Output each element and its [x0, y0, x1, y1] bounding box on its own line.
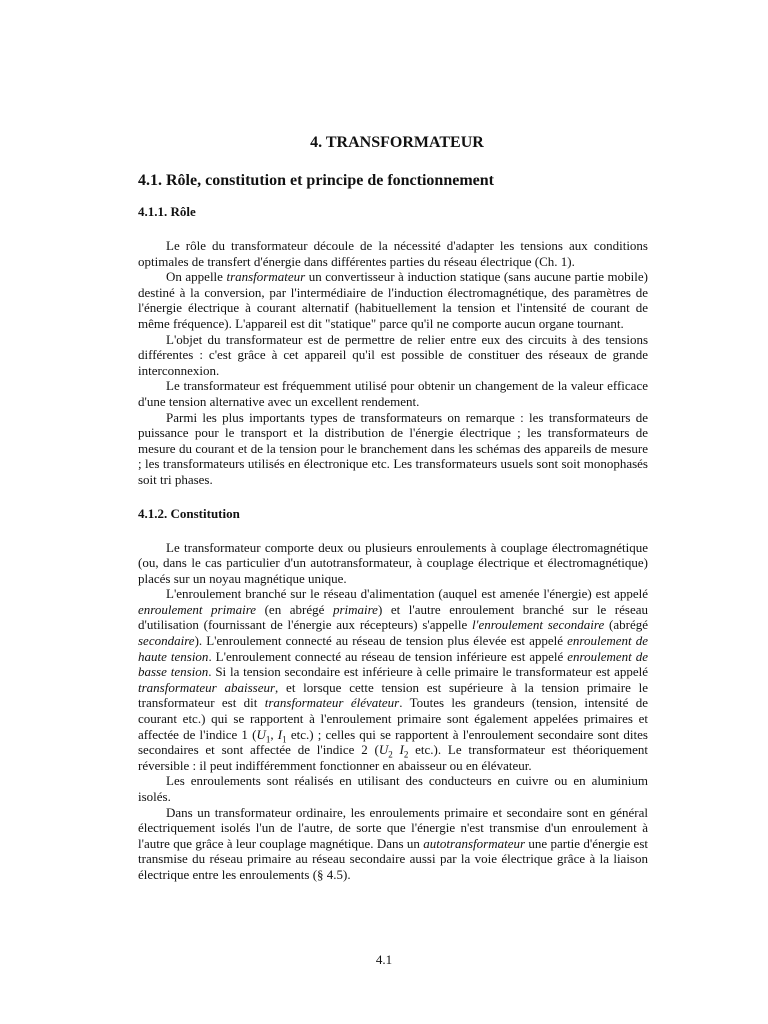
subscript: 1 [265, 734, 271, 745]
text-run: ) et l'autre enroulement branché sur le réseau d'utilisation (fournissant de l'énergie aux récepteurs) s'appelle [138, 601, 648, 633]
emphasis: enroulement de haute tension [138, 633, 648, 664]
subsection-title-constitution: 4.1.2. Constitution [138, 505, 240, 521]
text-run: (abrégé [604, 617, 649, 633]
page-content [138, 134, 648, 883]
text-run: . L'enroulement connecté au réseau de tension inférieure est appelé [208, 648, 568, 664]
subscript: 2 [403, 749, 409, 760]
text-run: une partie d'énergie est transmise du réseau primaire au réseau secondaire aussi par la voie électrique grâce à la liaison électrique entre les enroulements (§ 4.5). [138, 835, 648, 882]
text-run: ). L'enroulement connecté au réseau de tension plus élevée est appelé [194, 633, 568, 649]
paragraph: Les enroulements sont réalisés en utilisant des conducteurs en cuivre ou en aluminium isolés. [138, 773, 648, 804]
text-run: un convertisseur à induction statique (sans aucune partie mobile) destiné à la conversion, par l'intermédiaire de l'induction électromagnétique, des paramètres de l'énergie électrique à courant alternatif (habituellement la tension et l'intensité de courant de même fréquence). L'appareil est dit "statique" parce qu'il ne comporte aucun organe tournant. [138, 269, 648, 331]
emphasis: autotransformateur [423, 835, 526, 851]
subscript: 2 [388, 749, 393, 760]
emphasis: primaire [332, 601, 378, 617]
subsection-title-role: 4.1.1. Rôle [138, 204, 196, 219]
emphasis: transformateur abaisseur [138, 679, 276, 695]
section-title: 4.1. Rôle, constitution et principe de fonctionnement [138, 172, 494, 189]
paragraph: L'objet du transformateur est de permettre de relier entre eux des circuits à des tensions différentes : c'est grâce à cet appareil qu'il est possible de constituer des réseaux de grande interconnexion. [138, 331, 648, 378]
paragraph: Le transformateur est fréquemment utilisé pour obtenir un changement de la valeur efficace d'une tension alternative avec un excellent rendement. [138, 378, 648, 409]
text-run: . Toutes les grandeurs (tension, intensité de courant etc.) qui se rapportent à l'enroulement primaire sont également appelées primaires et affectée de l'indice 1 ( [138, 695, 649, 742]
paragraph: Parmi les plus importants types de transformateurs on remarque : les transformateurs de puissance pour le transport et la distribution de l'énergie électrique ; les transformateurs de mesure du courant et de la tension pour le branchement dans les schémas des appareils de mesure ; les transformateurs utilisés en électronique etc. Les transformateurs usuels sont soit monophasés soit tri phases. [138, 409, 648, 487]
text-run: On appelle [166, 269, 227, 285]
symbol-i1: I [277, 726, 283, 742]
chapter-title: 4. TRANSFORMATEUR [310, 134, 484, 151]
text-run: , et lorsque cette tension est supérieure à la tension primaire le transformateur est dit [138, 679, 648, 711]
paragraph [138, 269, 648, 331]
text-run: L'enroulement branché sur le réseau d'alimentation (auquel est amenée l'énergie) est appelé [166, 586, 648, 602]
page-number: 4.1 [375, 952, 393, 967]
text-run: (en abrégé [256, 601, 333, 617]
emphasis: enroulement primaire [138, 601, 257, 617]
text-run [393, 742, 400, 757]
paragraph [138, 805, 648, 883]
emphasis: enroulement de basse tension [138, 648, 648, 680]
emphasis: transformateur élévateur [264, 695, 400, 711]
subscript: 1 [282, 734, 287, 745]
paragraph: Le rôle du transformateur découle de la nécessité d'adapter les tensions aux conditions optimales de transfert d'énergie dans différentes parties du réseau électrique (Ch. 1). [138, 238, 648, 269]
text-run: . Si la tension secondaire est inférieure à celle primaire le transformateur est appelé [208, 664, 648, 680]
paragraph [138, 586, 648, 773]
text-run: etc.) ; celles qui se rapportent à l'enroulement secondaire sont dites secondaires et sont affectée de l'indice 2 ( [138, 726, 648, 758]
text-run: etc.). Le transformateur est théoriquement réversible : il peut indifféremment fonctionner en abaisseur ou en élévateur. [138, 742, 648, 773]
symbol-u1: U [256, 726, 266, 742]
text-run: , [270, 726, 278, 742]
emphasis: secondaire [138, 633, 195, 649]
emphasis: transformateur [226, 269, 306, 285]
symbol-u2: U [378, 742, 389, 758]
emphasis: l'enroulement secondaire [472, 617, 605, 633]
symbol-i2: I [399, 742, 404, 758]
text-run: Dans un transformateur ordinaire, les enroulements primaire et secondaire sont en général électriquement isolés l'un de l'autre, de sorte que l'énergie n'est transmise d'un enroulement à l'autre que grâce à leur couplage magnétique. Dans un [138, 804, 648, 851]
paragraph: Le transformateur comporte deux ou plusieurs enroulements à couplage électromagnétique (ou, dans le cas particulier d'un autotransformateur, à couplage électrique et électromagnétique) placés sur un noyau magnétique unique. [138, 539, 648, 586]
